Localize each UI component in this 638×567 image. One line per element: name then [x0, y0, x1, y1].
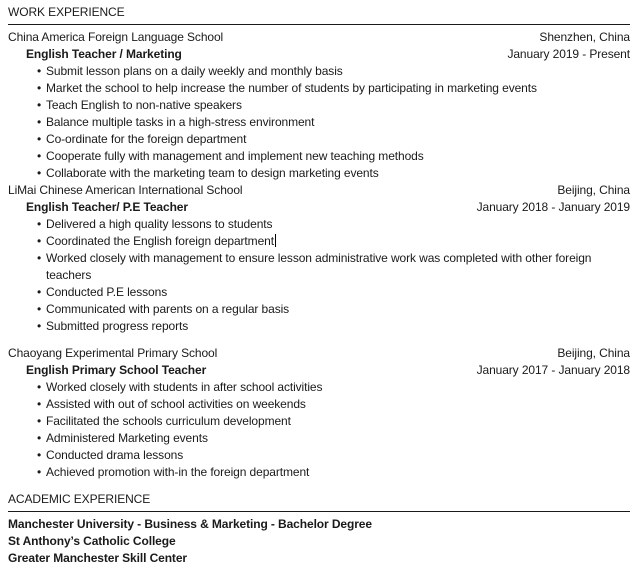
job-title-row: [8, 46, 630, 63]
bullet-item: • Worked closely with students in after school activities: [46, 379, 630, 396]
job-title: English Teacher/ P.E Teacher: [26, 200, 188, 214]
job-title: English Teacher / Marketing: [26, 47, 182, 61]
bullet-item: • Submitted progress reports: [46, 318, 630, 335]
bullet-item: • Worked closely with management to ensure lesson administrative work was completed with other foreign teachers: [46, 250, 630, 284]
bullet-item: • Delivered a high quality lessons to students: [46, 216, 630, 233]
academic-entry: Manchester University - Business & Marketing - Bachelor Degree: [8, 517, 372, 531]
academic-experience-section: [8, 491, 630, 567]
company-name: China America Foreign Language School: [8, 30, 224, 44]
bullet-item: [46, 233, 630, 250]
job-location: Shenzhen, China: [539, 30, 630, 44]
academic-entry: Greater Manchester Skill Center: [8, 551, 187, 565]
job-header-row: [8, 345, 630, 362]
academic-entry: St Anthony’s Catholic College: [8, 534, 176, 548]
academic-entries: [8, 516, 630, 567]
job-location: Beijing, China: [557, 346, 630, 360]
bullet-item: • Administered Marketing events: [46, 430, 630, 447]
job-title-row: [8, 362, 630, 379]
job-dates: January 2017 - January 2018: [476, 363, 630, 377]
bullet-text: Coordinated the English foreign department: [46, 234, 274, 248]
bullet-item: • Cooperate fully with management and implement new teaching methods: [46, 148, 630, 165]
job-title-row: [8, 199, 630, 216]
bullet-item: • Collaborate with the marketing team to design marketing events: [46, 165, 630, 182]
company-name: LiMai Chinese American International School: [8, 183, 243, 197]
bullet-item: • Communicated with parents on a regular basis: [46, 301, 630, 318]
text-cursor-caret: [275, 234, 277, 247]
job-entry-3: [8, 345, 630, 481]
bullet-item: • Assisted with out of school activities on weekends: [46, 396, 630, 413]
bullet-item: • Market the school to help increase the number of students by participating in marketing events: [46, 80, 630, 97]
work-experience-section: [8, 4, 630, 481]
job-header-row: [8, 29, 630, 46]
bullet-item: • Facilitated the schools curriculum development: [46, 413, 630, 430]
section-heading-work: WORK EXPERIENCE: [8, 4, 630, 25]
bullet-item: • Conducted drama lessons: [46, 447, 630, 464]
bullet-list: [8, 63, 630, 182]
bullet-item: • Achieved promotion with-in the foreign department: [46, 464, 630, 481]
bullet-item: • Conducted P.E lessons: [46, 284, 630, 301]
job-entry-1: [8, 29, 630, 182]
job-location: Beijing, China: [557, 183, 630, 197]
job-title: English Primary School Teacher: [26, 363, 207, 377]
bullet-item: • Teach English to non-native speakers: [46, 97, 630, 114]
job-dates: January 2019 - Present: [507, 47, 630, 61]
bullet-item: • Submit lesson plans on a daily weekly and monthly basis: [46, 63, 630, 80]
bullet-item: • Co-ordinate for the foreign department: [46, 131, 630, 148]
job-entry-2: [8, 182, 630, 335]
bullet-list: [8, 216, 630, 335]
section-heading-academic: ACADEMIC EXPERIENCE: [8, 491, 630, 512]
job-dates: January 2018 - January 2019: [476, 200, 630, 214]
bullet-list: [8, 379, 630, 481]
company-name: Chaoyang Experimental Primary School: [8, 346, 218, 360]
job-header-row: [8, 182, 630, 199]
bullet-item: • Balance multiple tasks in a high-stress environment: [46, 114, 630, 131]
